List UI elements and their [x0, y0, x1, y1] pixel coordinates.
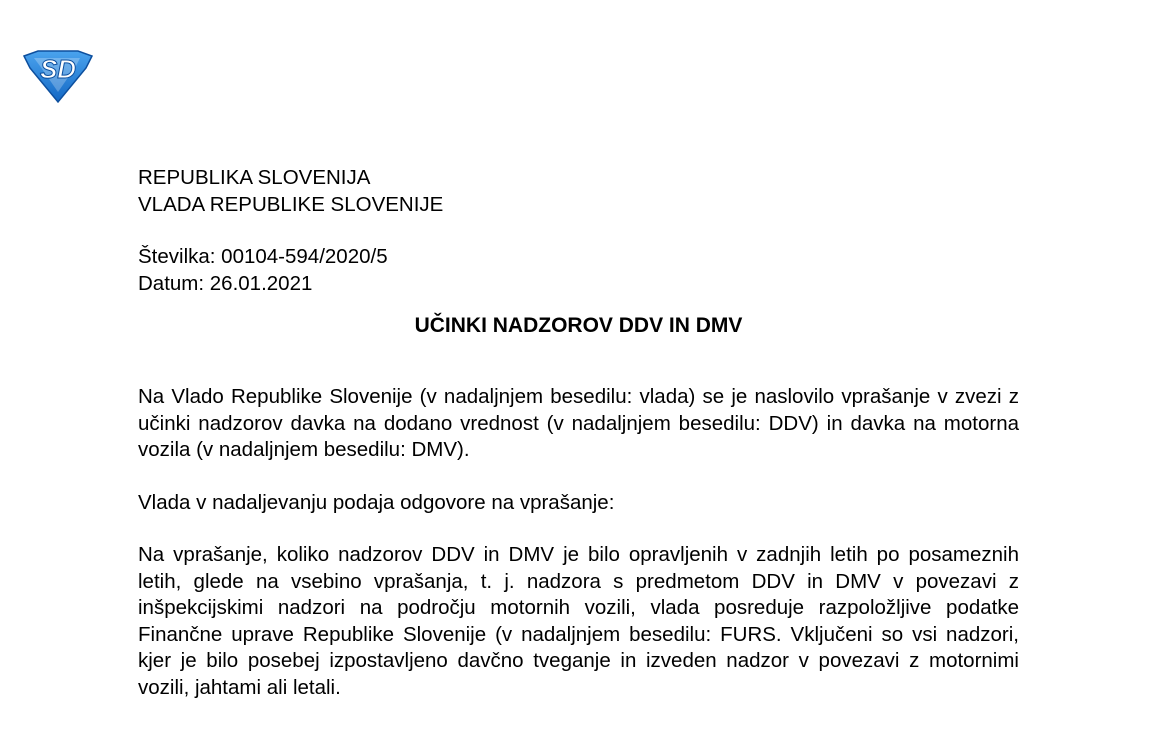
header-republic: REPUBLIKA SLOVENIJA	[138, 166, 371, 189]
document-date: Datum: 26.01.2021	[138, 271, 313, 295]
paragraph-response-lead: Vlada v nadaljevanju podaja odgovore na vprašanje:	[138, 490, 615, 514]
header-government: VLADA REPUBLIKE SLOVENIJE	[138, 192, 444, 216]
government-crest-icon	[20, 46, 96, 104]
svg-text:SD: SD	[39, 54, 77, 84]
document-number: Številka: 00104-594/2020/5	[138, 245, 388, 268]
paragraph-answer: Na vprašanje, koliko nadzorov DDV in DMV je bilo opravljenih v zadnjih letih po posameznih letih, glede na vsebino vprašanja, t. j. nadzora s predmetom DDV in DMV v povezavi z inšpekcijskimi nadzori na področju motornih vozili, vlada posreduje razpoložljive podatke Finančne uprave Republike Slovenije (v nadaljnjem besedilu: FURS. Vključeni so vsi nadzori, kjer je bilo posebej izpostavljeno davčno tveganje in izveden nadzor v povezavi z motornimi vozili, jahtami ali letali.	[138, 543, 1019, 699]
document-title: UČINKI NADZOROV DDV IN DMV	[414, 314, 743, 337]
paragraph-intro: Na Vlado Republike Slovenije (v nadaljnjem besedilu: vlada) se je naslovilo vprašanje v zvezi z učinki nadzorov davka na dodano vrednost (v nadaljnjem besedilu: DDV) in davka na motorna vozila (v nadaljnjem besedilu: DMV).	[138, 385, 1019, 461]
document-body	[138, 165, 1019, 701]
